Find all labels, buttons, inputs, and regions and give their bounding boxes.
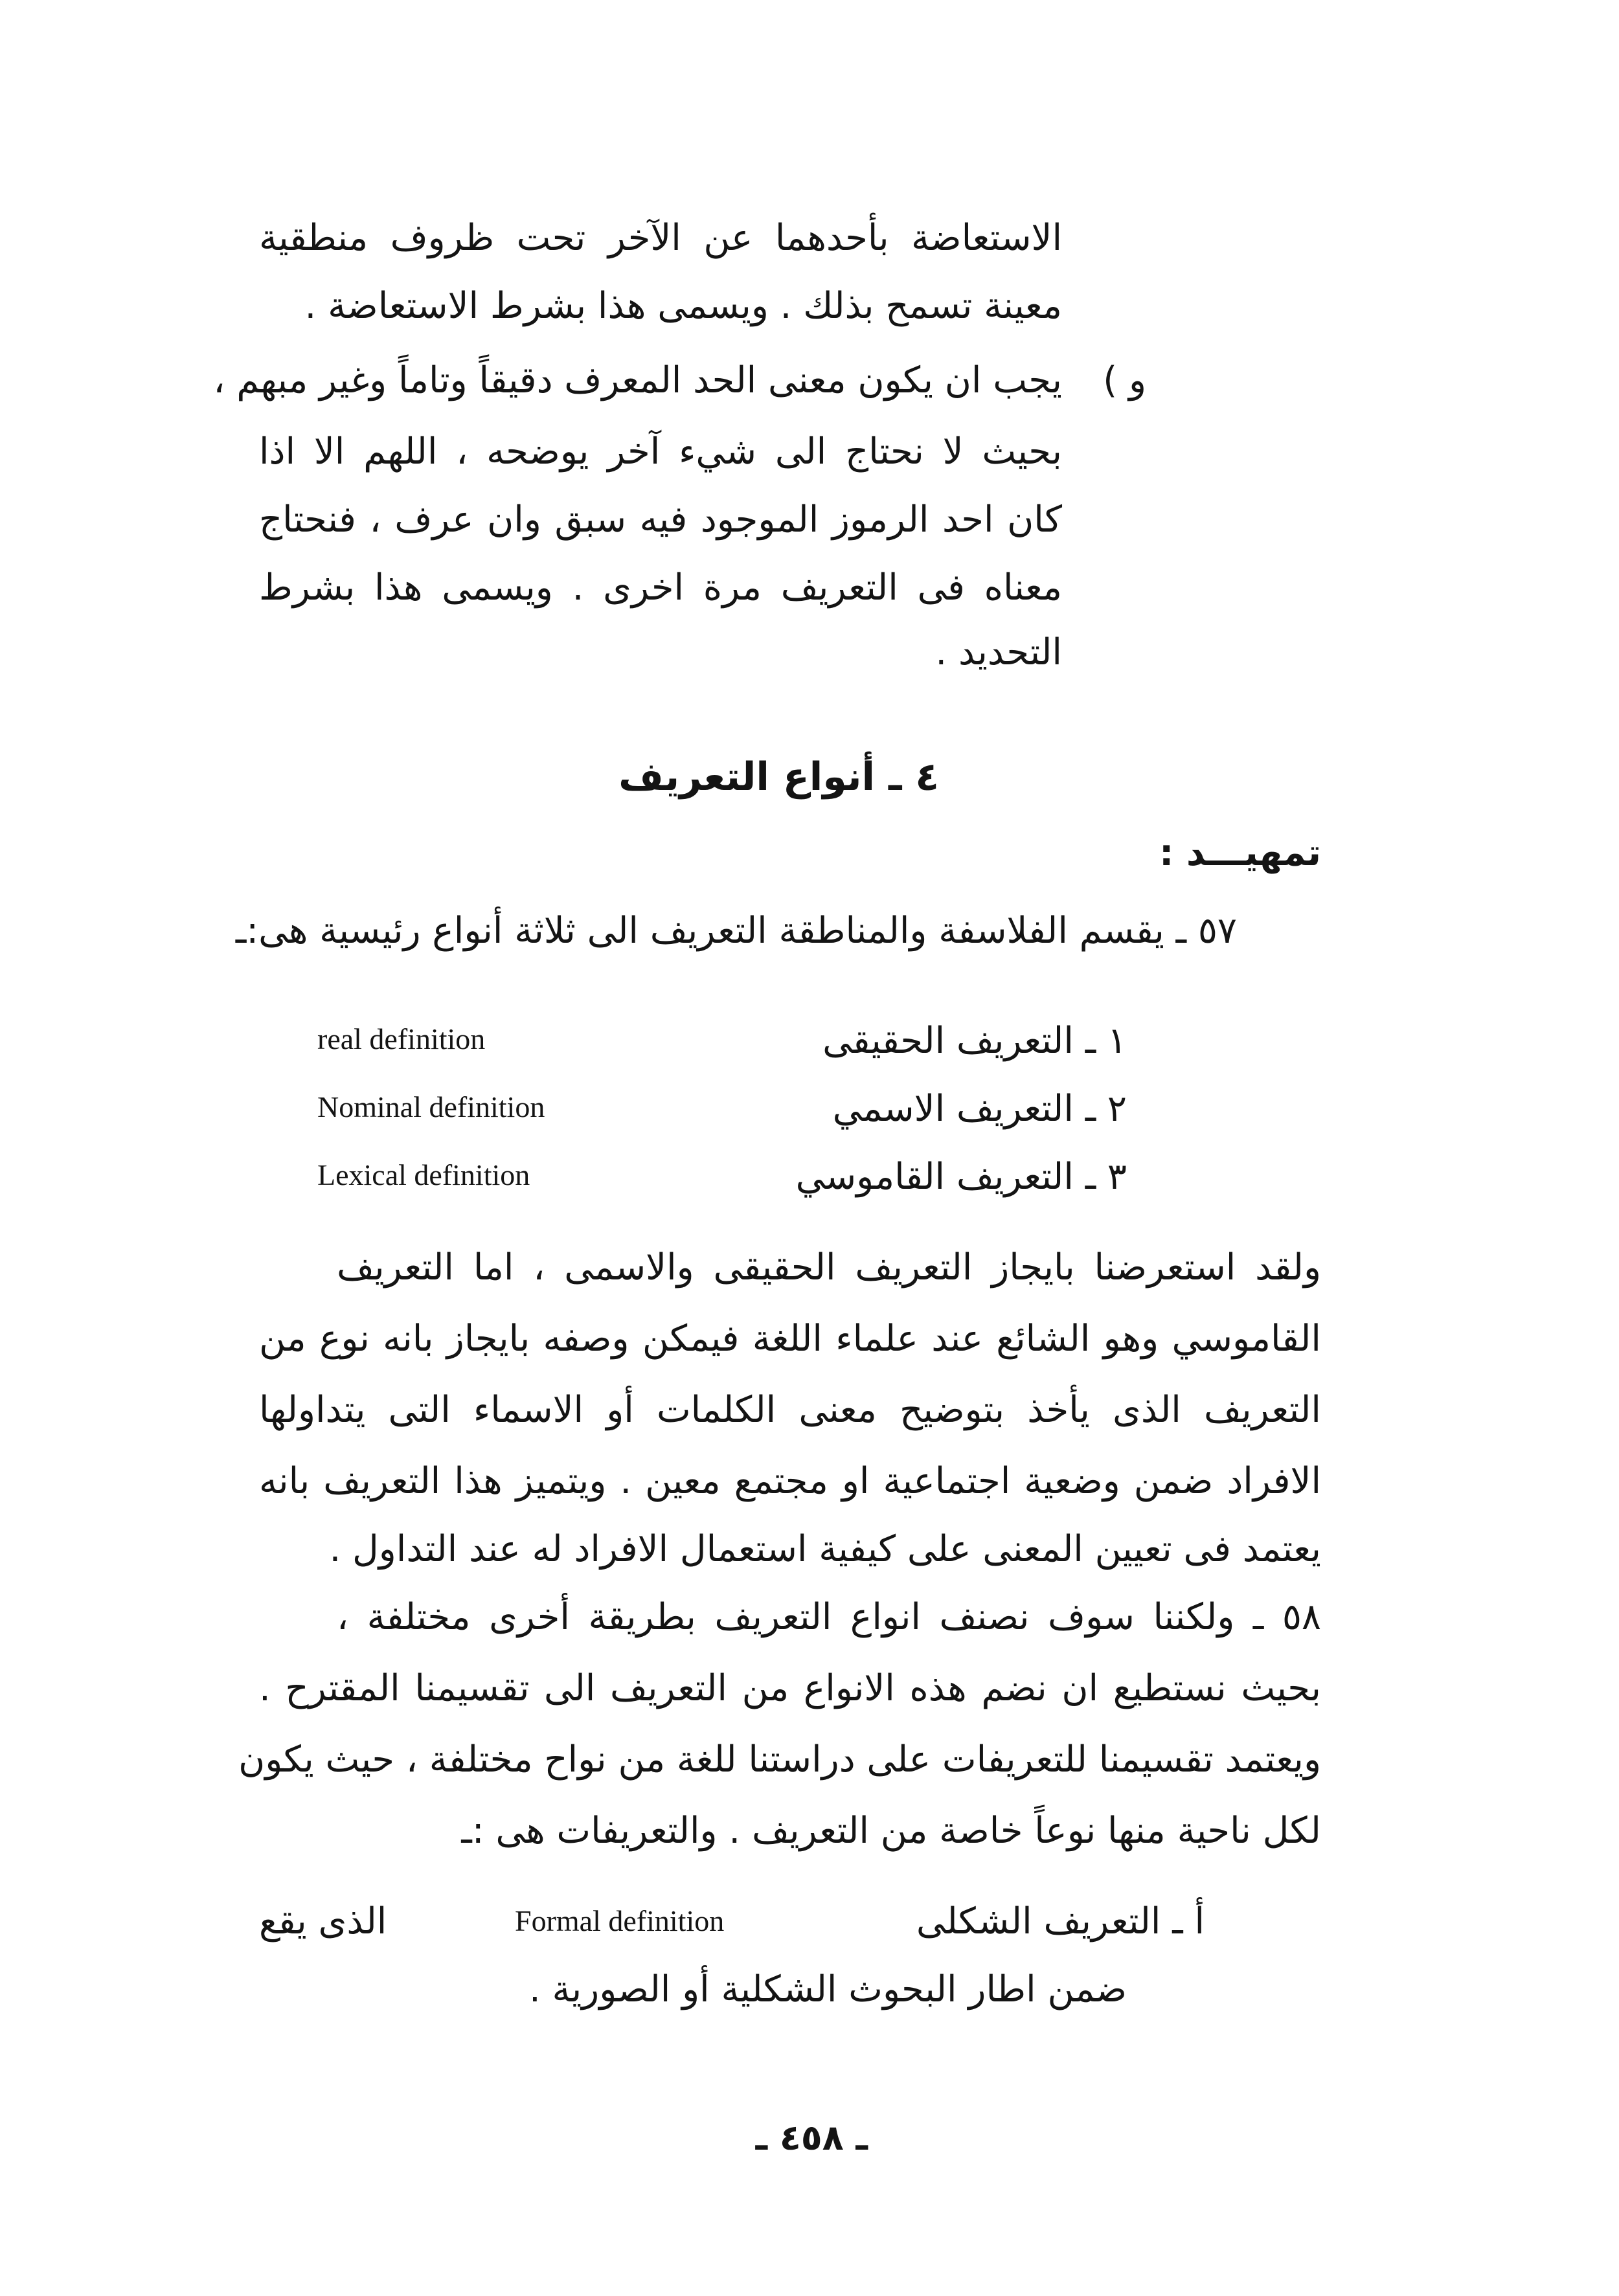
type-item-en: Nominal definition — [317, 1090, 545, 1123]
type-item-ar: ٢ ـ التعريف الاسمي — [832, 1088, 1127, 1130]
text-line: معينة تسمح بذلك . ويسمى هذا بشرط الاستعاضة . — [304, 285, 1062, 327]
page-number: ـ ٤٥٨ ـ — [755, 2117, 868, 2158]
type-item-ar: ٣ ـ التعريف القاموسي — [795, 1156, 1127, 1198]
type-item-en: Lexical definition — [317, 1158, 530, 1191]
text-line: ضمن اطار البحوث الشكلية أو الصورية . — [528, 1968, 1127, 2010]
text-line: الاستعاضة بأحدهما عن الآخر تحت ظروف منطقية — [259, 217, 1062, 259]
text-line: ويعتمد تقسيمنا للتعريفات على دراستنا للغة من نواح مختلفة ، حيث يكون — [238, 1739, 1321, 1781]
formal-item-en: Formal definition — [515, 1904, 725, 1937]
text-line: لكل ناحية منها نوعاً خاصة من التعريف . والتعريفات هى :ـ — [461, 1810, 1321, 1852]
text-line: بحيث لا نحتاج الى شيء آخر يوضحه ، اللهم الا اذا — [259, 431, 1062, 473]
text-line: يعتمد فى تعيين المعنى على كيفية استعمال الافراد له عند التداول . — [329, 1528, 1321, 1570]
formal-item-tail: الذى يقع — [259, 1900, 387, 1942]
text-line: ٥٨ ـ ولكننا سوف نصنف انواع التعريف بطريقة أخرى مختلفة ، — [337, 1596, 1321, 1638]
section-heading: ٤ ـ أنواع التعريف — [618, 754, 939, 800]
text-line: ولقد استعرضنا بايجاز التعريف الحقيقى والاسمى ، اما التعريف — [337, 1246, 1321, 1289]
paragraph-57: ٥٧ ـ يقسم الفلاسفة والمناطقة التعريف الى ثلاثة أنواع رئيسية هى:ـ — [235, 910, 1237, 952]
text-line: التحديد . — [935, 631, 1062, 673]
subheading: تمهيـــد : — [1159, 832, 1321, 874]
text-line: كان احد الرموز الموجود فيه سبق وان عرف ، فنحتاج — [259, 499, 1062, 541]
text-line: بحيث نستطيع ان نضم هذه الانواع من التعريف الى تقسيمنا المقترح . — [259, 1667, 1321, 1709]
item-marker: و ) — [1103, 359, 1146, 401]
text-line: التعريف الذى يأخذ بتوضيح معنى الكلمات أو الاسماء التى يتداولها — [259, 1389, 1321, 1431]
text-line: الافراد ضمن وضعية اجتماعية او مجتمع معين . ويتميز هذا التعريف بانه — [259, 1460, 1321, 1502]
type-item-ar: ١ ـ التعريف الحقيقى — [822, 1020, 1127, 1062]
text-line: معناه فى التعريف مرة اخرى . ويسمى هذا بشرط — [259, 567, 1062, 609]
formal-item-ar: أ ـ التعريف الشكلى — [916, 1900, 1205, 1942]
type-item-en: real definition — [317, 1022, 486, 1055]
text-line: القاموسي وهو الشائع عند علماء اللغة فيمكن وصفه بايجاز بانه نوع من — [259, 1318, 1321, 1360]
text-line: يجب ان يكون معنى الحد المعرف دقيقاً وتاماً وغير مبهم ، — [213, 359, 1062, 401]
